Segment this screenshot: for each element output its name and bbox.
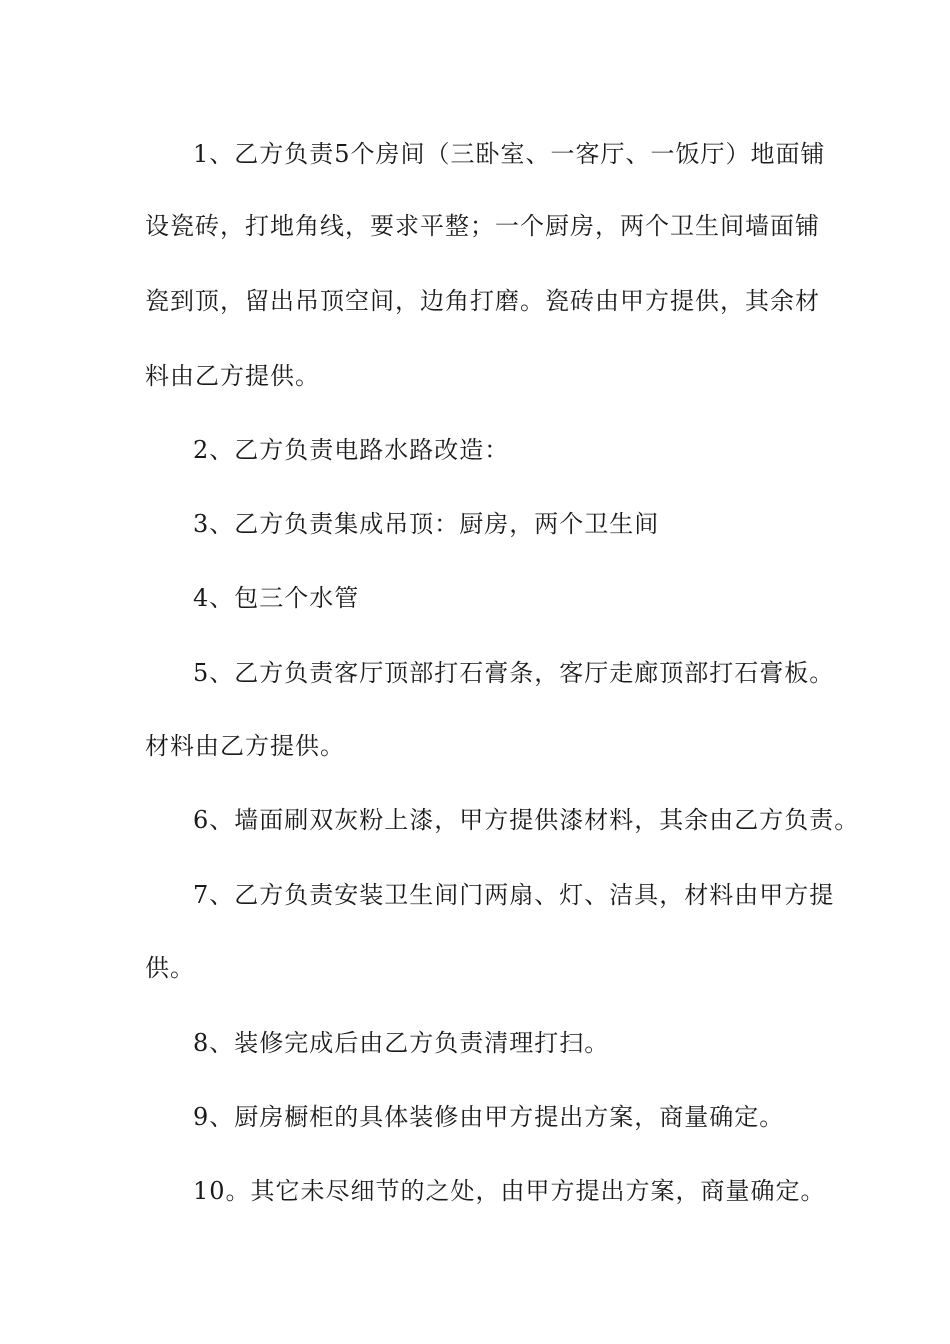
item-4-line: 4、包三个水管 — [193, 584, 360, 612]
item-1-line-2: 设瓷砖，打地角线，要求平整；一个厨房，两个卫生间墙面铺 — [145, 212, 820, 240]
item-2-line: 2、乙方负责电路水路改造： — [193, 436, 510, 464]
item-1-line-3: 瓷到顶，留出吊顶空间，边角打磨。瓷砖由甲方提供，其余材 — [145, 287, 820, 315]
item-8-line: 8、装修完成后由乙方负责清理打扫。 — [193, 1029, 610, 1057]
item-7-line-1: 7、乙方负责安装卫生间门两扇、灯、洁具，材料由甲方提 — [193, 881, 835, 909]
item-1-line-4: 料由乙方提供。 — [145, 362, 320, 390]
item-10-line: 10。其它未尽细节的之处，由甲方提出方案，商量确定。 — [193, 1177, 826, 1205]
item-6-line: 6、墙面刷双灰粉上漆，甲方提供漆材料，其余由乙方负责。 — [193, 806, 860, 834]
item-5-line-2: 材料由乙方提供。 — [145, 732, 345, 760]
item-1-line-1: 1、乙方负责5个房间（三卧室、一客厅、一饭厅）地面铺 — [193, 140, 826, 168]
item-3-line: 3、乙方负责集成吊顶：厨房，两个卫生间 — [193, 510, 660, 538]
item-5-line-1: 5、乙方负责客厅顶部打石膏条，客厅走廊顶部打石膏板。 — [193, 659, 835, 687]
item-9-line: 9、厨房橱柜的具体装修由甲方提出方案，商量确定。 — [193, 1103, 785, 1131]
item-7-line-2: 供。 — [145, 954, 195, 982]
